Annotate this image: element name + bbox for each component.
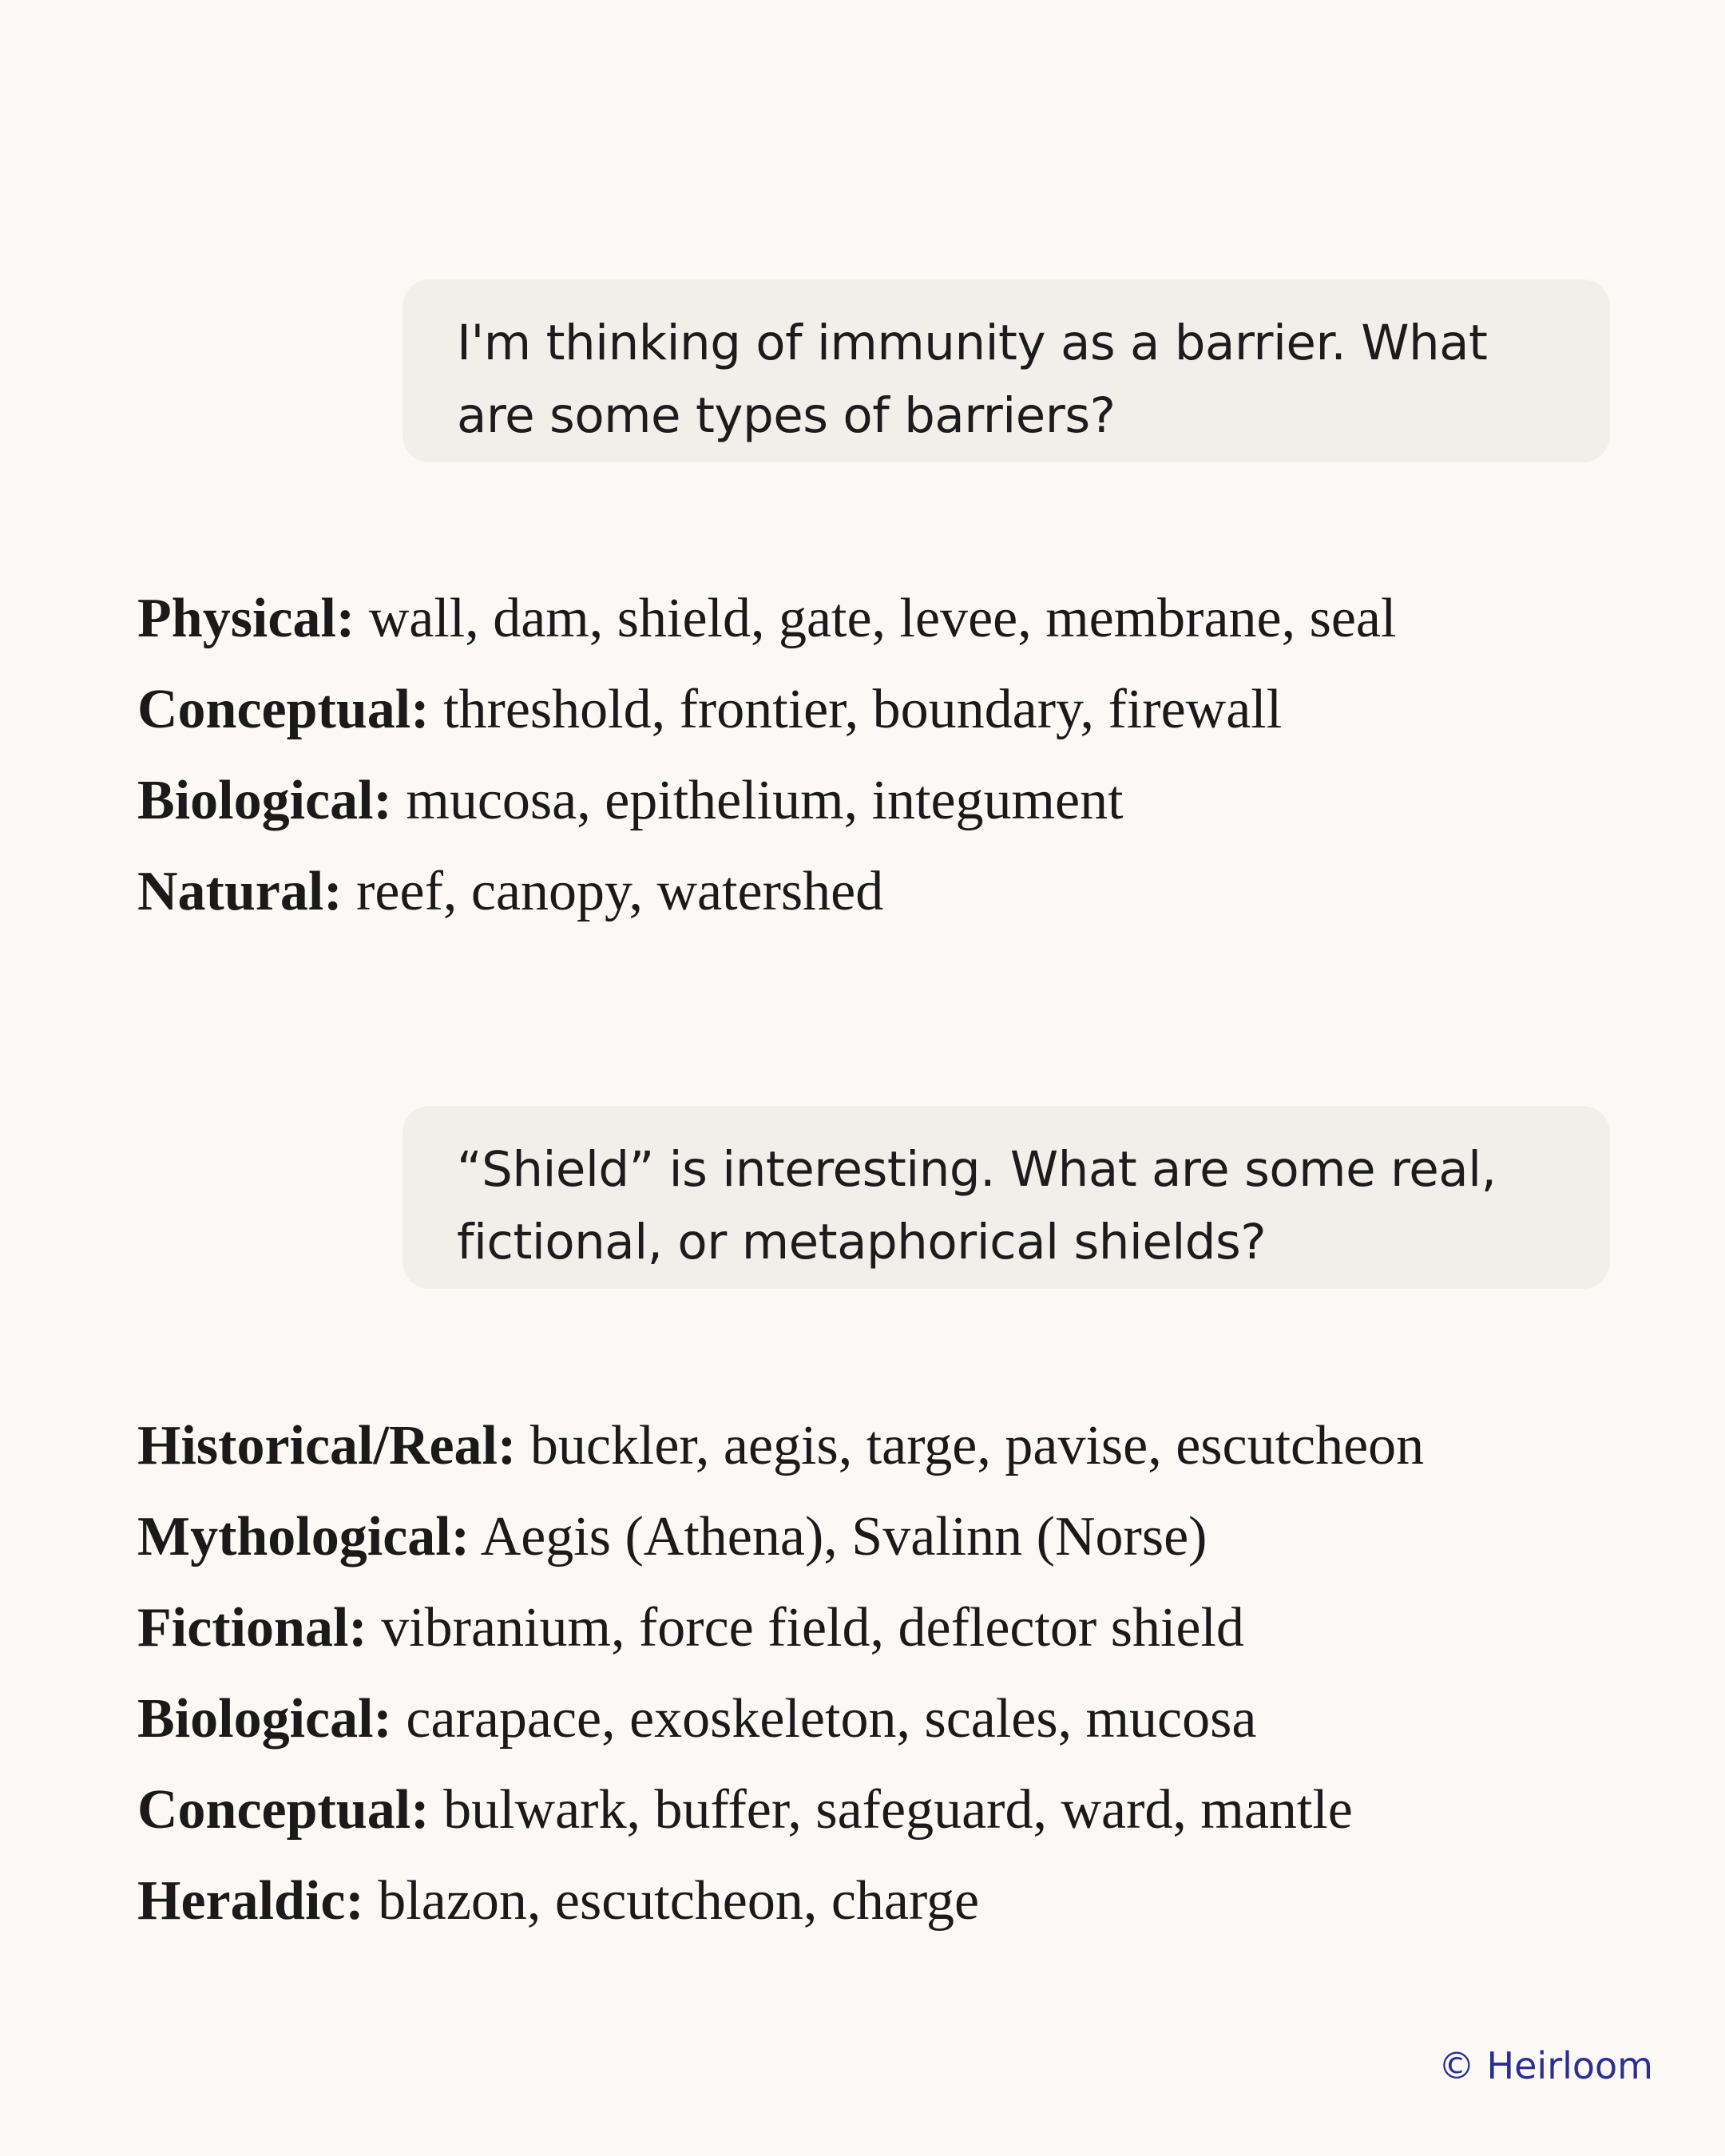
reply-category: Heraldic: — [137, 1870, 364, 1932]
reply-category: Physical: — [137, 588, 355, 649]
reply-items: buckler, aegis, targe, pavise, escutcheon — [529, 1415, 1425, 1476]
reply-line — [137, 1583, 1629, 1674]
reply-line — [137, 1856, 1629, 1947]
user-message-bubble — [402, 279, 1610, 462]
reply-items: reef, canopy, watershed — [356, 861, 884, 922]
reply-line — [137, 755, 1629, 846]
reply-items: blazon, escutcheon, charge — [378, 1870, 980, 1932]
reply-items: bulwark, buffer, safeguard, ward, mantle — [443, 1779, 1353, 1841]
reply-items: mucosa, epithelium, integument — [406, 770, 1124, 831]
reply-line — [137, 1765, 1629, 1856]
reply-category: Conceptual: — [137, 679, 430, 740]
reply-items: threshold, frontier, boundary, firewall — [443, 679, 1283, 740]
reply-category: Conceptual: — [137, 1779, 430, 1841]
reply-category: Historical/Real: — [137, 1415, 517, 1476]
reply-line — [137, 846, 1629, 937]
reply-line — [137, 573, 1629, 664]
reply-category: Mythological: — [137, 1506, 470, 1567]
user-message-text: I'm thinking of immunity as a barrier. What are some types of barriers? — [457, 315, 1488, 444]
user-message-bubble — [402, 1106, 1610, 1289]
reply-category: Biological: — [137, 1688, 392, 1750]
reply-items: Aegis (Athena), Svalinn (Norse) — [480, 1506, 1208, 1567]
assistant-reply — [137, 573, 1629, 937]
reply-items: vibranium, force field, deflector shield — [381, 1597, 1244, 1659]
reply-items: wall, dam, shield, gate, levee, membrane, seal — [368, 588, 1397, 649]
reply-category: Fictional: — [137, 1597, 367, 1659]
reply-items: carapace, exoskeleton, scales, mucosa — [406, 1688, 1257, 1750]
assistant-reply — [137, 1401, 1629, 1947]
copyright-footer: © Heirloom — [1438, 2044, 1653, 2087]
reply-line — [137, 1674, 1629, 1765]
reply-line — [137, 1492, 1629, 1583]
reply-category: Biological: — [137, 770, 392, 831]
reply-category: Natural: — [137, 861, 343, 922]
user-message-text: “Shield” is interesting. What are some real, fictional, or metaphorical shields? — [457, 1141, 1497, 1270]
reply-line — [137, 1401, 1629, 1492]
reply-line — [137, 664, 1629, 755]
